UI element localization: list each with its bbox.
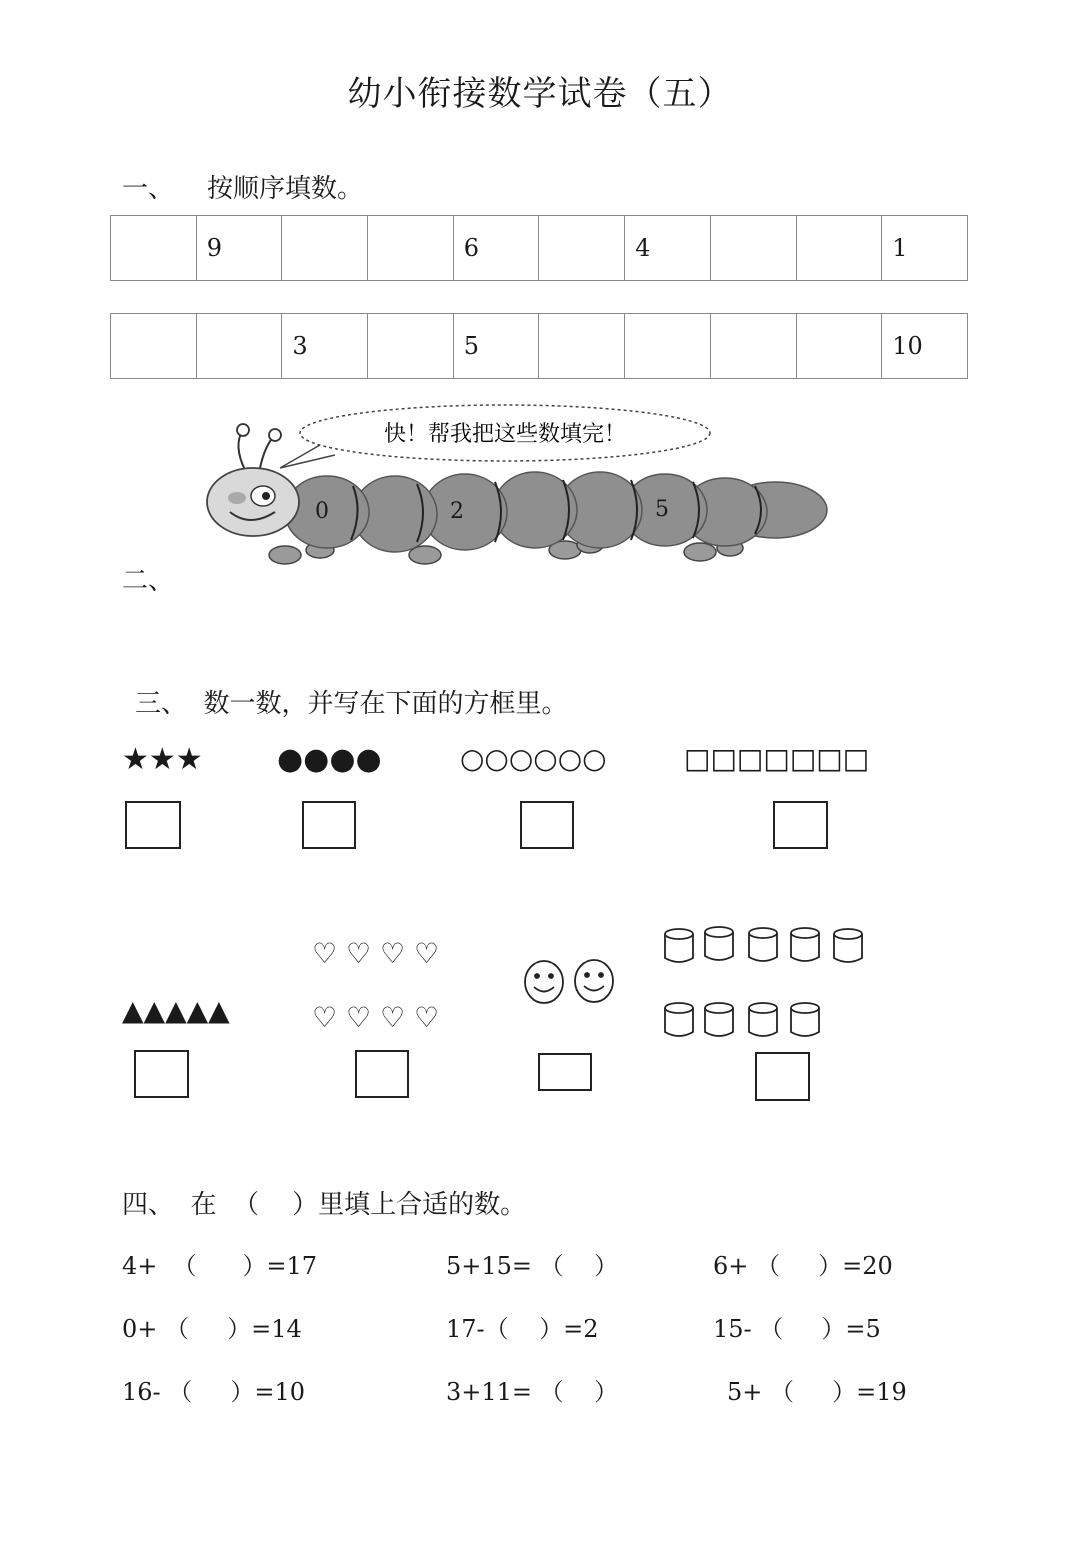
caterpillar-body (285, 472, 827, 552)
cylinder-icon (791, 928, 819, 961)
grid1-cell[interactable]: 1 (882, 216, 968, 281)
answer-box[interactable] (520, 801, 574, 849)
circles-group: ○○○○○○ (460, 742, 607, 775)
stars-group: ★★★ (122, 742, 203, 777)
sequence-grid-2 (110, 313, 968, 379)
grid2-cell[interactable]: 10 (882, 314, 968, 379)
answer-box[interactable] (755, 1052, 810, 1101)
equation[interactable]: 3+11= （ ） (446, 1378, 619, 1406)
answer-box[interactable] (125, 801, 181, 849)
equation[interactable]: 15- （ ）=5 (713, 1315, 881, 1343)
cylinder-icon (665, 1003, 693, 1036)
smiley-icon (525, 961, 563, 1003)
caterpillar-number: 5 (655, 497, 669, 522)
answer-box[interactable] (302, 801, 356, 849)
grid1-cell[interactable] (710, 216, 796, 281)
answer-box[interactable] (538, 1053, 592, 1091)
grid2-cell[interactable] (796, 314, 882, 379)
grid2-cell[interactable] (625, 314, 711, 379)
squares-group: □□□□□□□ (684, 742, 870, 775)
equation[interactable]: 17-（ ）=2 (446, 1315, 599, 1343)
equation[interactable]: 0+ （ ）=14 (122, 1315, 302, 1343)
grid2-cell[interactable]: 5 (453, 314, 539, 379)
grid2-cell[interactable] (111, 314, 197, 379)
grid1-cell[interactable]: 6 (453, 216, 539, 281)
section-3-label: 三、 数一数，并写在下面的方框里。 (135, 689, 568, 719)
page-title: 幼小衔接数学试卷（五） (347, 74, 733, 114)
cylinder-icon (791, 1003, 819, 1036)
section-4-label: 四、 在 （ ）里填上合适的数。 (122, 1190, 527, 1220)
hearts-group-top: ♡ ♡ ♡ ♡ (312, 937, 440, 970)
equation[interactable]: 6+ （ ）=20 (713, 1252, 893, 1280)
cylinder-icon (665, 929, 693, 962)
grid2-cell[interactable] (368, 314, 454, 379)
equation[interactable]: 16- （ ）=10 (122, 1378, 306, 1406)
grid1-cell[interactable] (539, 216, 625, 281)
answer-box[interactable] (355, 1050, 409, 1098)
equation[interactable]: 5+15= （ ） (446, 1252, 619, 1280)
answer-box[interactable] (773, 801, 828, 849)
sequence-grid-1 (110, 215, 968, 281)
grid1-cell[interactable] (282, 216, 368, 281)
smiley-icon (575, 960, 613, 1002)
grid1-cell[interactable]: 9 (196, 216, 282, 281)
hearts-group-bottom: ♡ ♡ ♡ ♡ (312, 1001, 440, 1034)
grid1-cell[interactable] (368, 216, 454, 281)
grid1-cell[interactable] (796, 216, 882, 281)
section-2-label: 二、 (122, 566, 175, 596)
answer-box[interactable] (134, 1050, 189, 1098)
triangles-group: ▲▲▲▲▲ (122, 994, 230, 1027)
equation[interactable]: 5+ （ ）=19 (727, 1378, 907, 1406)
cylinder-icon (834, 929, 862, 962)
dots-group: ●●●● (277, 742, 382, 777)
cylinder-icon (705, 1003, 733, 1036)
section-1-label: 一、 按顺序填数。 (122, 174, 364, 204)
speech-text: 快！帮我把这些数填完！ (383, 422, 627, 447)
grid2-cell[interactable] (539, 314, 625, 379)
caterpillar-number: 2 (450, 499, 464, 524)
cylinder-icon (705, 927, 733, 960)
grid2-cell[interactable] (710, 314, 796, 379)
equation[interactable]: 4+ （ ）=17 (122, 1252, 318, 1280)
cylinders-group (660, 924, 870, 1044)
caterpillar-illustration (195, 400, 835, 580)
grid2-cell[interactable] (196, 314, 282, 379)
grid1-cell[interactable]: 4 (625, 216, 711, 281)
smileys-group (520, 958, 620, 1006)
caterpillar-number: 0 (315, 499, 329, 524)
grid2-cell[interactable]: 3 (282, 314, 368, 379)
cylinder-icon (749, 928, 777, 961)
cylinder-icon (749, 1003, 777, 1036)
grid1-cell[interactable] (111, 216, 197, 281)
